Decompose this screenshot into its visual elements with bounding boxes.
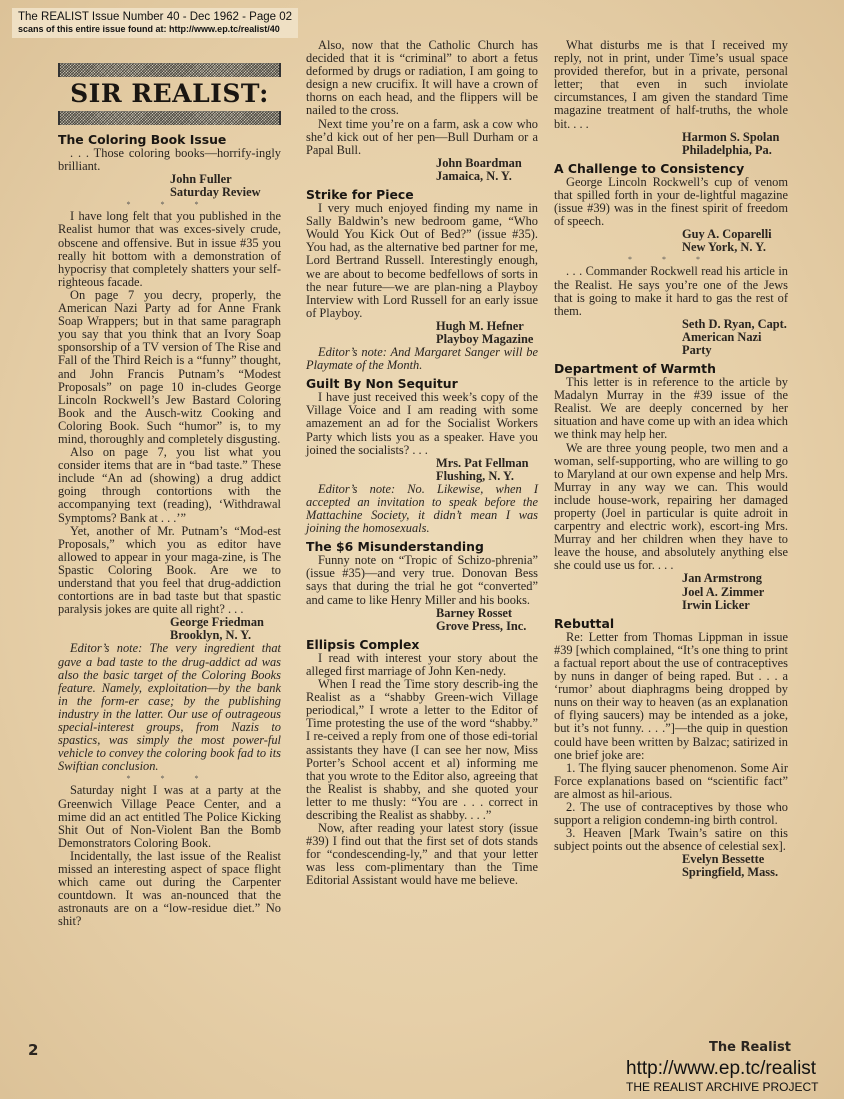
editors-note: Editor’s note: The very ingredient that gave a bad taste to the drug-addict ad was also the basic target of the Coloring Books feature. Namely, exploitation—by the bank in the form-er case; by the publishing industry in the latter. Our use of outrageous special-interest groups, from Nazis to spastics, was simply the most power-ful vehicle to convey the coloring book fad to its Swiftian conclusion. [58,641,281,774]
signature-name: Irwin Licker [682,597,750,612]
column-1 [58,36,281,928]
archive-project-label: THE REALIST ARCHIVE PROJECT [626,1080,819,1094]
letter-paragraph: 2. The use of contraceptives by those who support a religion condemn-ing birth control. [554,799,788,828]
masthead-bar-bottom [58,111,281,125]
letter-paragraph: On page 7 you decry, properly, the American Nazi Party ad for Anne Frank Soap Wrappers; but in that same paragraph you say that you think that an Ivory Soap sponsorship of a TV version of The Rise and Fall of the Third Reich is a “funny” thought, and John Francis Putnam’s “Modest Proposals” on page 10 in-cludes George Lincoln Rockwell’s Jew Bastard Coloring Book and the Ausch-witz Cooking and Coloring Book. Such “humor” is, to my mind, thoroughly and completely disgusting. [58,287,281,446]
signature-name: Joel A. Zimmer [682,584,765,599]
signature-name: Jan Armstrong [682,571,762,586]
letter-paragraph: I very much enjoyed finding my name in Sally Baldwin’s new bedroom game, “Who Would You Kick Out of Bed?” (issue #35). You had, as the alternative bed partner for me, Lord Bertrand Russell. Interestingly enough, we are about to become bedfellows of sorts in the near future—we are plan-ning a Playboy Interview with Lord Russell for an early issue of Playboy. [306,201,538,320]
section-divider-stars: * * * [126,774,213,784]
letter-paragraph: Funny note on “Tropic of Schizo-phrenia” (issue #35)—and very true. Donovan Bess says that during the trial he got “converted” and came to like Henry Miller and his books. [306,553,538,607]
masthead-bar-top [58,63,281,77]
signature-affiliation: American Nazi Party [682,329,762,357]
signature-name: Mrs. Pat Fellman [436,455,529,470]
signature-name: Guy A. Coparelli [682,227,772,242]
section-divider-stars: * * * [628,255,714,265]
letter-paragraph: Yet, another of Mr. Putnam’s “Mod-est Proposals,” which you as editor have allowed to appear in your maga-zine, is The Spastic Coloring Book. Are we to understand that you feel that drug-addiction contortions are in bad taste but that spastic paralysis jokes are quite all right? . . . [58,523,281,617]
signature [306,457,538,483]
heading-guilt-by-non-sequitur: Guilt By Non Sequitur [306,376,458,392]
letter-paragraph: . . . Commander Rockwell read his article in the Realist. He says you’re one of the Jews that is going to make it hard to gas the rest of them. [554,264,788,318]
footer-masthead: The Realist [709,1040,791,1055]
signature-location: Springfield, Mass. [682,865,779,880]
letter-paragraph: I have just received this week’s copy of the Village Voice and I am reading with some amazement an ad for the Socialist Workers Party which lists you as a speaker. Have you joined the socialists? . . . [306,390,538,457]
letter-paragraph: Incidentally, the last issue of the Realist missed an interesting aspect of space flight which came out during the Carpenter countdown. It was an-nounced that the astronauts are on a “low-residue diet.” No shit? [58,848,281,929]
heading-rebuttal: Rebuttal [554,615,615,631]
signature [554,131,788,157]
signature [554,228,788,254]
signature [306,157,538,183]
signature-name: George Friedman [170,615,264,630]
letter-paragraph: What disturbs me is that I received my reply, not in print, under Time’s usual space provided therefor, but in a private, personal letter; that even in such inviolate circumstances, I am given the standard Time magazine treatment of half-truths, the whole bit. . . . [554,38,788,131]
archive-link-text[interactable]: scans of this entire issue found at: http://www.ep.tc/realist/40 [18,24,280,34]
letter-paragraph: I read with interest your story about the alleged first marriage of John Ken-nedy. [306,650,538,678]
heading-strike-for-piece: Strike for Piece [306,187,414,203]
column-2 [306,39,538,888]
letter-paragraph: 1. The flying saucer phenomenon. Some Air Force explanations based on “scientific fact” are almost as hil-arious. [554,760,788,801]
archive-title: The REALIST Issue Number 40 - Dec 1962 - Page 02 [18,11,293,23]
signature-location: Flushing, N. Y. [436,468,514,483]
column-3 [554,39,788,880]
signature-name: Seth D. Ryan, Capt. [682,316,787,331]
letter-paragraph: When I read the Time story describ-ing the Realist as a “shabby Green-wich Village periodical,” I wrote a letter to the Editor of Time protesting the use of the word “shabby.” I re-ceived a reply from one of those edi-torial assistants they have (I can see her now, Miss Porter’s School accent et al) informing me that you wrote to the Editor also, agreeing that the Realist is shabby, and she quoted your letter to me thusly: “You are . . . correct in describing the Realist as shabby. . . .” [306,677,538,822]
signature [306,607,538,633]
letter-paragraph: Saturday night I was at a party at the Greenwich Village Peace Center, and a mime did an act entitled The Police Kicking Shit Out of Non-Violent Ban the Bomb Demonstrators Coloring Book. [58,783,281,850]
letter-paragraph: Also, now that the Catholic Church has decided that it is “criminal” to abort a fetus deformed by drugs or radiation, I am going to design a new crucifix. It will have a crown of thorns on each head, and the flippers will be nailed to the cross. [306,38,538,118]
signature-affiliation: Saturday Review [170,185,261,200]
letter-paragraph: George Lincoln Rockwell’s cup of venom that spilled forth in your de-lightful magazine (issue #39) was in the finest spirit of freedom of speech. [554,174,788,229]
letter-paragraph: We are three young people, two men and a woman, self-supporting, who are willing to go to Maryland at our own expense and help Mrs. Murray in any way we can. This would include house-work, repairing her damaged property (Joel in particular is quite adroit in carpentry and electric work), escort-ing Mrs. Murray and her children when they have to leave the house, and absolutely anything else she could use us for. . . . [554,440,788,573]
signature-affiliation: Playboy Magazine [436,331,534,346]
signature-name: John Fuller [170,172,232,187]
letter-paragraph: I have long felt that you published in the Realist humor that was exces-sively crude, obscene and offensive. But in issue #35 you really hit bottom with a demonstration of hypocrisy that completely shatters your self-righteous facade. [58,209,281,289]
masthead-title: SIR REALIST: [70,79,269,108]
letter-paragraph: . . . Those coloring books—horrify-ingly brilliant. [58,146,281,174]
letter-paragraph: Next time you’re on a farm, ask a cow who she’d kick out of her pen—Bull Durham or a Papal Bull. [306,116,538,157]
signature-location: Brooklyn, N. Y. [170,628,252,643]
signature-name: Harmon S. Spolan [682,129,780,144]
signature [554,318,788,357]
signature [58,616,281,642]
letter-paragraph: Also on page 7, you list what you consider items that are in “bad taste.” These include “An ad (showing) a drug addict going through contortions with the accompanying text (reading), ‘Withdrawal Symptoms? Bank at . . .’” [58,445,281,525]
signature-name: Barney Rosset [436,605,513,620]
section-divider-stars: * * * [126,200,213,210]
signature-name: Hugh M. Hefner [436,318,524,333]
editors-note: Editor’s note: And Margaret Sanger will be Playmate of the Month. [306,345,538,373]
letter-paragraph: This letter is in reference to the article by Madalyn Murray in the #39 issue of the Realist. We are deeply concerned by her situation and have come up with an idea which we think may help her. [554,375,788,442]
letter-paragraph: 3. Heaven [Mark Twain’s satire on this subject points out the absence of celestial sex]. [554,826,788,854]
signature-location: Philadelphia, Pa. [682,142,772,157]
letter-paragraph: Re: Letter from Thomas Lippman in issue #39 [which complained, “It’s one thing to print a factual report about the use of contraceptives by nuns in danger of being raped. But . . . a ‘rumor’ about diaphragms being dropped by nuns on their way to heaven (as an explanation of flying saucers) may be intended as a joke, but it’s not funny. . . .”]—the quip in question could have been written by Balzac; satirized in one brief joke are: [554,629,788,762]
signature [554,853,788,879]
signature [58,173,281,199]
heading-six-dollar-misunderstanding: The $6 Misunderstanding [306,539,484,555]
letter-paragraph: Now, after reading your latest story (issue #39) I find out that the first set of dots stands for “condescending-ly,” and that your letter was less com-plimentary than the Time Editorial Assistant would have me believe. [306,821,538,888]
signature-affiliation: Grove Press, Inc. [436,618,527,633]
signature-name: Evelyn Bessette [682,852,765,867]
signature [554,572,788,611]
signature-location: Jamaica, N. Y. [436,168,512,183]
heading-ellipsis-complex: Ellipsis Complex [306,636,420,652]
heading-department-of-warmth: Department of Warmth [554,361,716,377]
page-number: 2 [28,1041,39,1059]
signature [306,320,538,346]
signature-location: New York, N. Y. [682,240,766,255]
heading-coloring-book: The Coloring Book Issue [58,132,227,147]
archive-header [12,8,298,38]
heading-challenge-to-consistency: A Challenge to Consistency [554,160,745,176]
editors-note: Editor’s note: No. Likewise, when I accepted an invitation to speak before the Mattachine Society, it didn’t mean I was joining the homosexuals. [306,481,538,536]
signature-name: John Boardman [436,155,522,170]
archive-url-link[interactable]: http://www.ep.tc/realist [626,1058,817,1079]
